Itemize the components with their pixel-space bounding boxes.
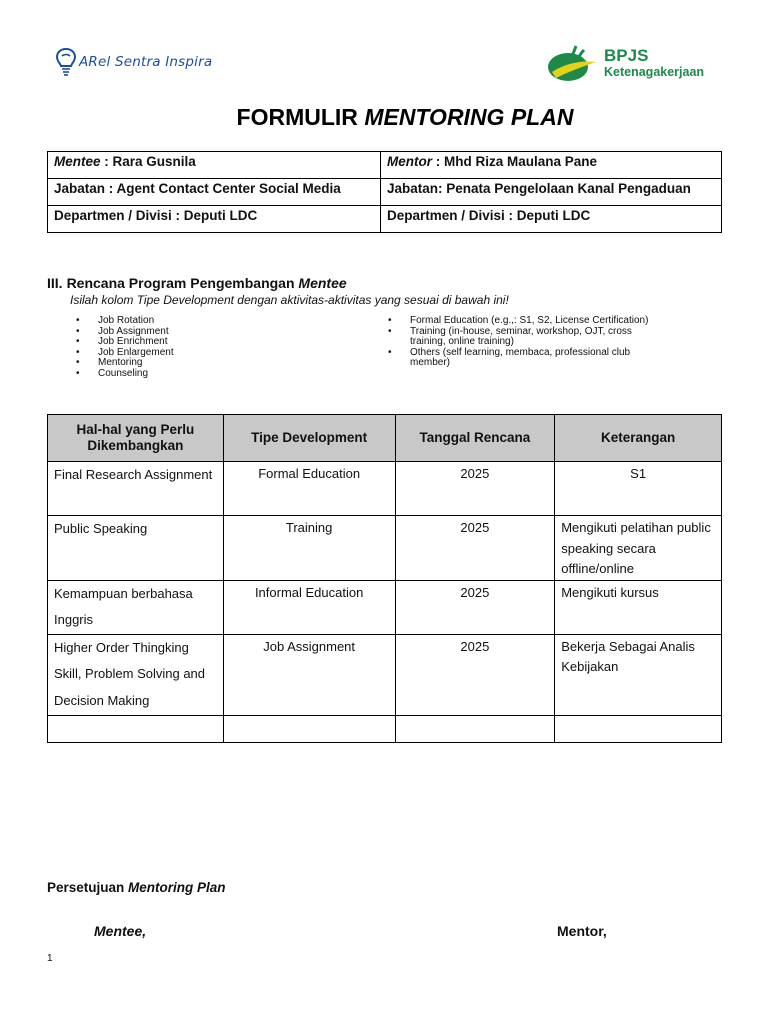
cell-hal: Higher Order Thingking Skill, Problem Solving and Decision Making bbox=[48, 634, 224, 715]
info-table bbox=[47, 151, 722, 233]
col-header-tanggal: Tanggal Rencana bbox=[395, 415, 555, 462]
bpjs-logo-title: BPJS bbox=[604, 46, 649, 66]
dept-mentor: Departmen / Divisi : Deputi LDC bbox=[381, 206, 722, 233]
mentor-signature-label: Mentor, bbox=[557, 923, 607, 939]
table-row bbox=[48, 715, 722, 742]
cell-tanggal: 2025 bbox=[395, 580, 555, 634]
development-list-right bbox=[386, 316, 656, 369]
list-item: • Counseling bbox=[74, 369, 174, 380]
cell-tanggal: 2025 bbox=[395, 462, 555, 516]
cell-tipe: Formal Education bbox=[223, 462, 395, 516]
title-italic: MENTORING PLAN bbox=[364, 104, 574, 130]
section-instruction: Isilah kolom Tipe Development dengan aktivitas-aktivitas yang sesuai di bawah ini! bbox=[70, 293, 509, 307]
cell-hal: Final Research Assignment bbox=[48, 462, 224, 516]
cell-hal: Public Speaking bbox=[48, 516, 224, 581]
table-row bbox=[48, 516, 722, 581]
approval-label-text: Persetujuan bbox=[47, 880, 129, 895]
table-row bbox=[48, 634, 722, 715]
mentee-label: Mentee bbox=[54, 154, 101, 169]
list-item: • Mentoring bbox=[74, 358, 174, 369]
col-header-tipe: Tipe Development bbox=[223, 415, 395, 462]
dept-mentee: Departmen / Divisi : Deputi LDC bbox=[48, 206, 381, 233]
sarel-logo bbox=[55, 44, 212, 80]
table-header-row bbox=[48, 415, 722, 462]
mentor-label: Mentor bbox=[387, 154, 432, 169]
bpjs-mark-icon bbox=[546, 42, 600, 84]
sarel-logo-text: ARel Sentra Inspira bbox=[79, 54, 213, 70]
approval-label bbox=[47, 880, 226, 895]
lightbulb-icon bbox=[55, 47, 77, 77]
list-item: • Training (in-house, seminar, workshop, OJT, cross training, online training) bbox=[386, 327, 656, 348]
bpjs-logo-subtitle: Ketenagakerjaan bbox=[604, 65, 705, 80]
list-item: • Others (self learning, membaca, professional club member) bbox=[386, 348, 656, 369]
cell-tipe: Informal Education bbox=[223, 580, 395, 634]
mentee-value: : Rara Gusnila bbox=[100, 154, 196, 169]
approval-label-italic: Mentoring Plan bbox=[128, 880, 226, 895]
cell-tipe: Job Assignment bbox=[223, 634, 395, 715]
section-number: III. bbox=[47, 275, 63, 291]
cell-hal: Kemampuan berbahasa Inggris bbox=[48, 580, 224, 634]
mentor-value: : Mhd Riza Maulana Pane bbox=[432, 154, 598, 169]
col-header-hal: Hal-hal yang Perlu Dikembangkan bbox=[48, 415, 224, 462]
cell-tanggal bbox=[395, 715, 555, 742]
cell-keterangan: Mengikuti kursus bbox=[555, 580, 722, 634]
list-item: • Job Assignment bbox=[74, 327, 174, 338]
mentee-cell bbox=[48, 152, 381, 179]
list-item: • Formal Education (e.g.,: S1, S2, License Certification) bbox=[386, 316, 656, 327]
page-number: 1 bbox=[47, 953, 53, 964]
section-title: Rencana Program Pengembangan bbox=[66, 275, 299, 291]
list-item: • Job Rotation bbox=[74, 316, 174, 327]
list-item: • Job Enrichment bbox=[74, 337, 174, 348]
cell-tipe bbox=[223, 715, 395, 742]
page-title bbox=[0, 104, 768, 131]
cell-keterangan: S1 bbox=[555, 462, 722, 516]
title-prefix: FORMULIR bbox=[236, 104, 358, 130]
development-list-left bbox=[74, 316, 174, 380]
table-row bbox=[48, 580, 722, 634]
jabatan-mentor: Jabatan: Penata Pengelolaan Kanal Pengaduan bbox=[381, 179, 722, 206]
cell-keterangan: Bekerja Sebagai Analis Kebijakan bbox=[555, 634, 722, 715]
table-row bbox=[48, 462, 722, 516]
list-item: • Job Enlargement bbox=[74, 348, 174, 359]
section-title-italic: Mentee bbox=[298, 275, 347, 291]
cell-keterangan bbox=[555, 715, 722, 742]
cell-keterangan: Mengikuti pelatihan public speaking secara offline/online bbox=[555, 516, 722, 581]
mentee-signature-label: Mentee, bbox=[94, 923, 147, 939]
bpjs-logo bbox=[546, 42, 704, 84]
cell-tanggal: 2025 bbox=[395, 634, 555, 715]
mentor-cell bbox=[381, 152, 722, 179]
cell-hal bbox=[48, 715, 224, 742]
cell-tipe: Training bbox=[223, 516, 395, 581]
cell-tanggal: 2025 bbox=[395, 516, 555, 581]
jabatan-mentee: Jabatan : Agent Contact Center Social Media bbox=[48, 179, 381, 206]
plan-table bbox=[47, 414, 722, 743]
section-heading bbox=[47, 275, 347, 291]
col-header-keterangan: Keterangan bbox=[555, 415, 722, 462]
